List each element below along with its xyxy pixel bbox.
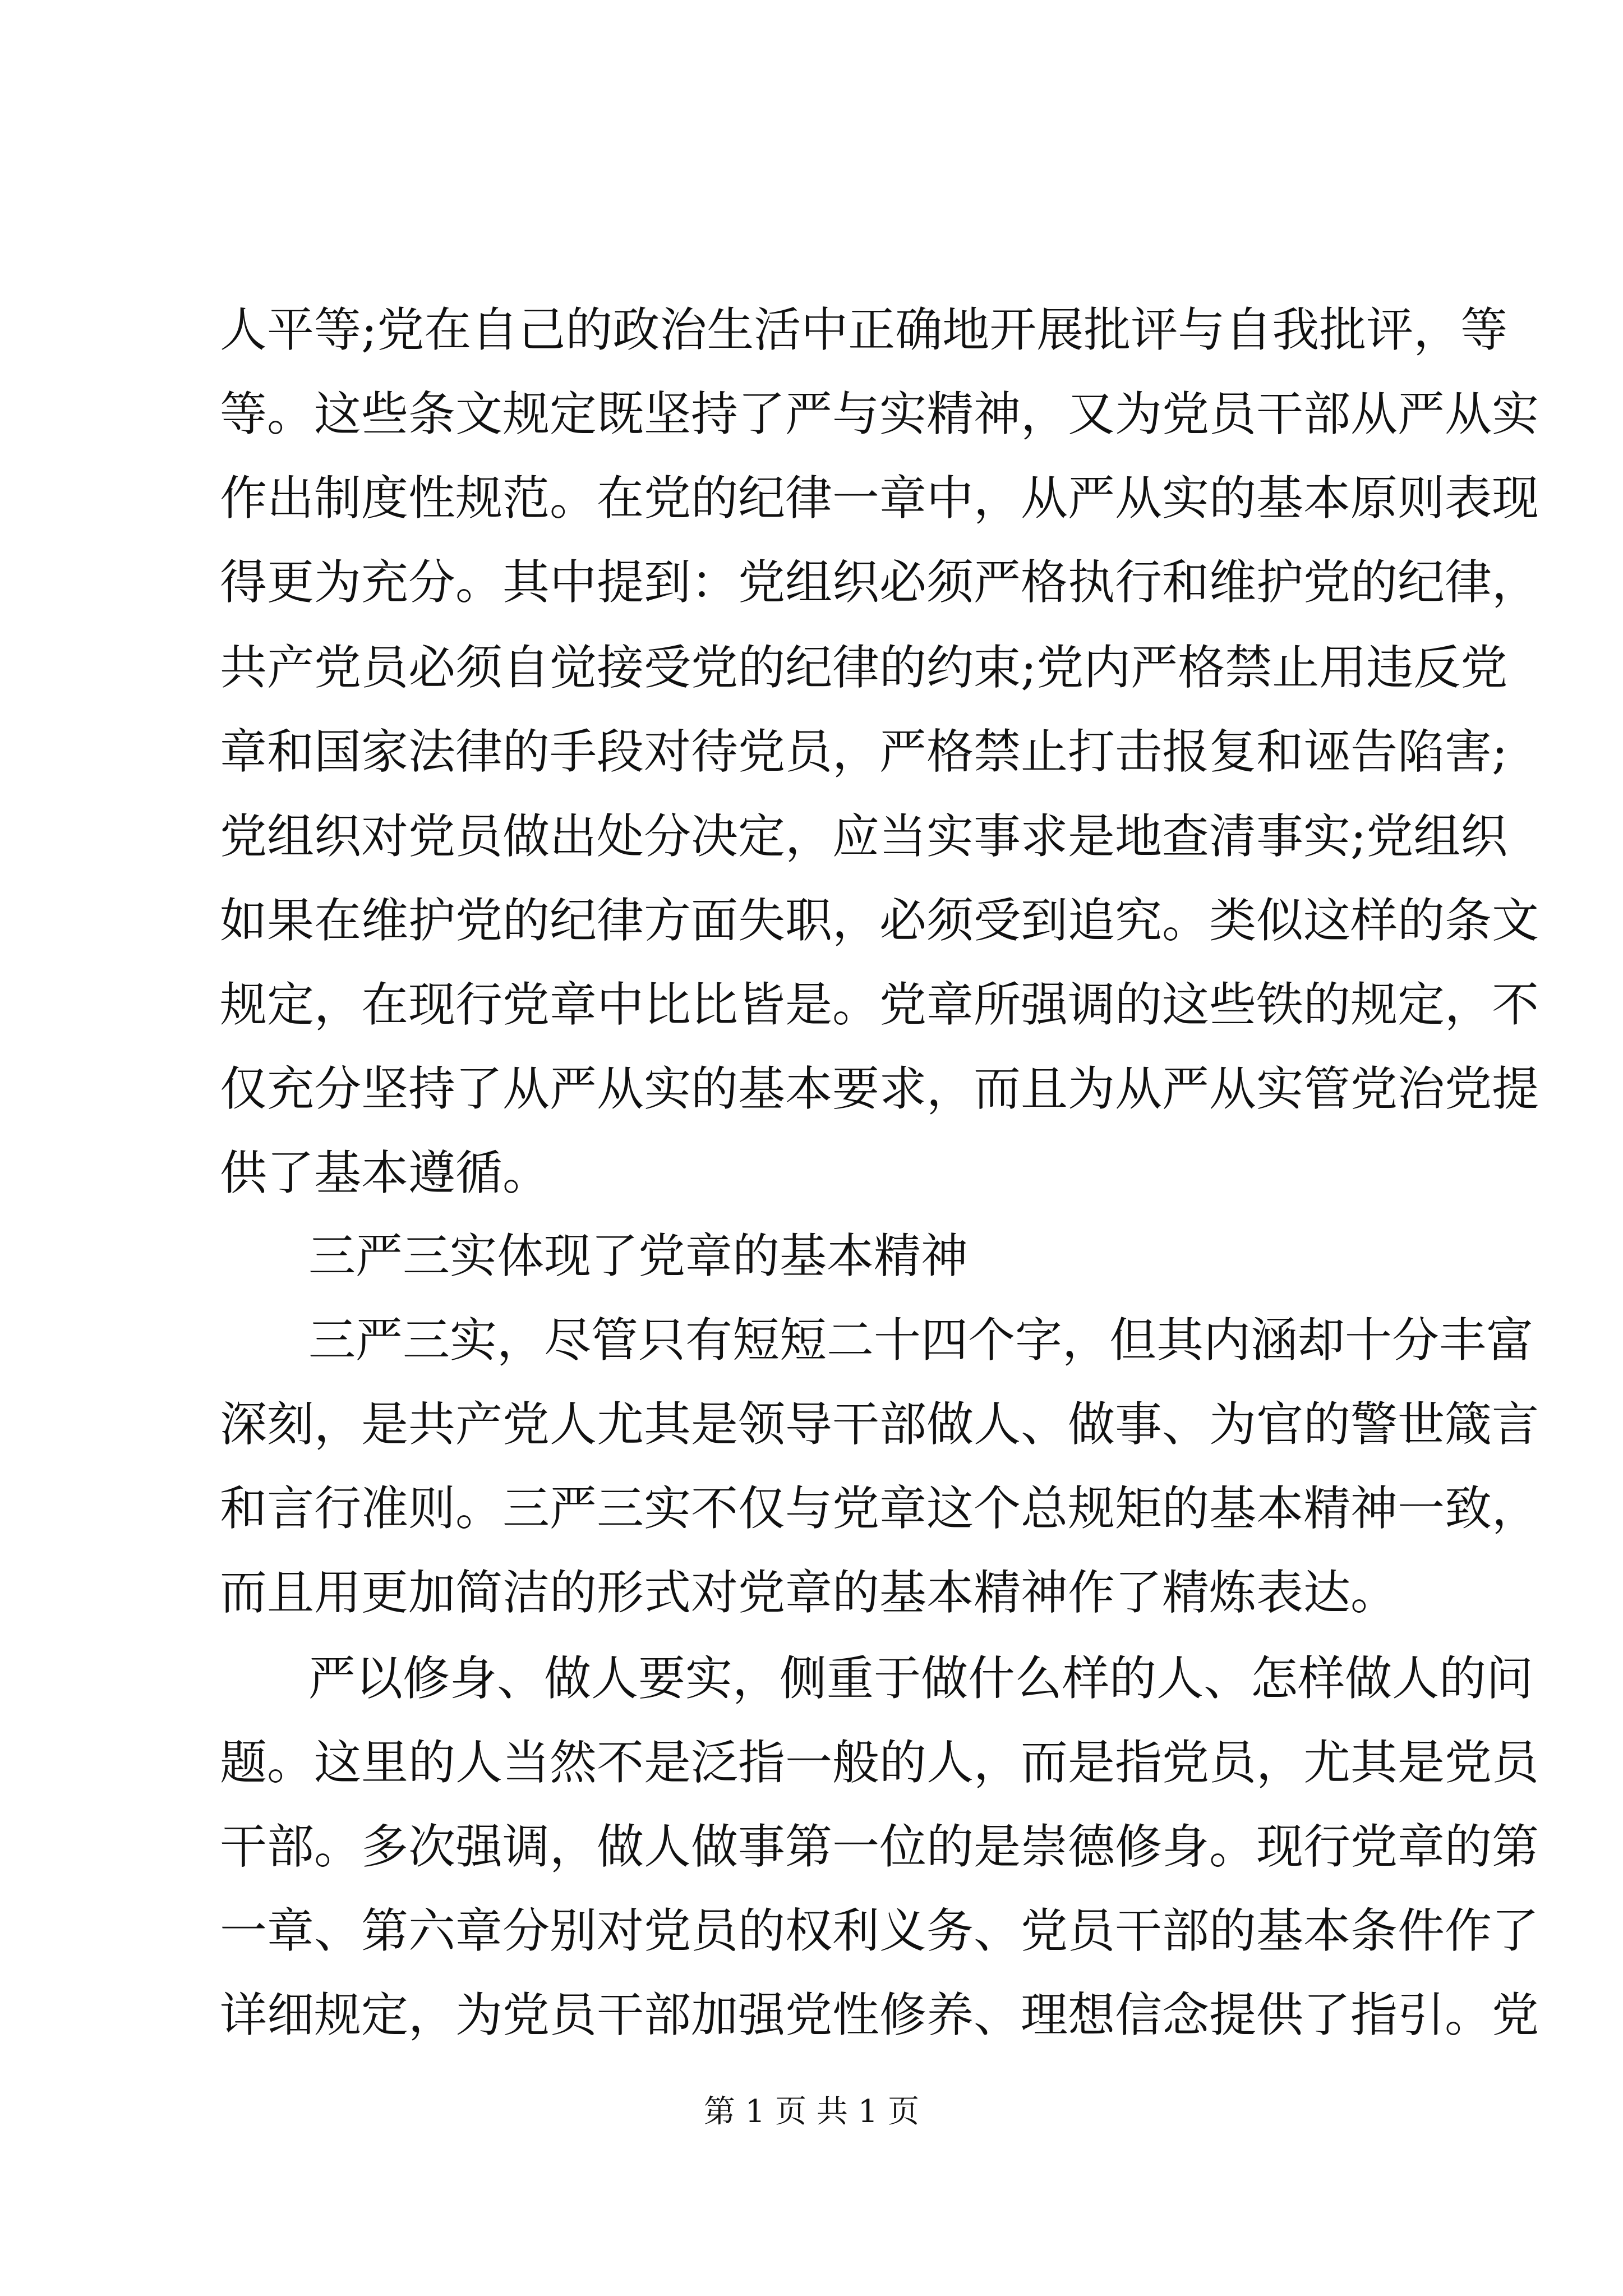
paragraph-first-line: 严以修身、做人要实，侧重于做什么样的人、怎样做人的问 xyxy=(308,1651,1534,1706)
text-line: 作出制度性规范。在党的纪律一章中，从严从实的基本原则表现 xyxy=(220,471,1539,526)
paragraph-first-line: 三严三实，尽管只有短短二十四个字，但其内涵却十分丰富 xyxy=(308,1313,1534,1368)
text-line: 一章、第六章分别对党员的权利义务、党员干部的基本条件作了 xyxy=(220,1903,1539,1958)
text-line: 如果在维护党的纪律方面失职，必须受到追究。类似这样的条文 xyxy=(220,893,1539,948)
text-line: 党组织对党员做出处分决定，应当实事求是地查清事实;党组织 xyxy=(220,809,1508,864)
text-line: 仅充分坚持了从严从实的基本要求，而且为从严从实管党治党提 xyxy=(220,1061,1539,1116)
text-line: 深刻，是共产党人尤其是领导干部做人、做事、为官的警世箴言 xyxy=(220,1397,1539,1452)
text-line: 人平等;党在自己的政治生活中正确地开展批评与自我批评，等 xyxy=(220,302,1508,357)
section-heading: 三严三实体现了党章的基本精神 xyxy=(308,1228,969,1283)
text-line: 和言行准则。三严三实不仅与党章这个总规矩的基本精神一致， xyxy=(220,1481,1539,1536)
text-line: 章和国家法律的手段对待党员，严格禁止打击报复和诬告陷害; xyxy=(220,724,1508,779)
text-line: 得更为充分。其中提到：党组织必须严格执行和维护党的纪律， xyxy=(220,555,1539,610)
text-line: 规定，在现行党章中比比皆是。党章所强调的这些铁的规定，不 xyxy=(220,977,1539,1032)
text-line: 共产党员必须自觉接受党的纪律的约束;党内严格禁止用违反党 xyxy=(220,640,1508,695)
text-line: 干部。多次强调，做人做事第一位的是崇德修身。现行党章的第 xyxy=(220,1819,1539,1874)
text-line: 详细规定，为党员干部加强党性修养、理想信念提供了指引。党 xyxy=(220,1987,1539,2042)
text-line: 题。这里的人当然不是泛指一般的人，而是指党员，尤其是党员 xyxy=(220,1735,1539,1790)
text-line: 供了基本遵循。 xyxy=(220,1145,550,1200)
text-line: 而且用更加简洁的形式对党章的基本精神作了精炼表达。 xyxy=(220,1565,1398,1620)
page-number-footer: 第 1 页 共 1 页 xyxy=(703,2093,920,2130)
text-line: 等。这些条文规定既坚持了严与实精神，又为党员干部从严从实 xyxy=(220,386,1539,441)
